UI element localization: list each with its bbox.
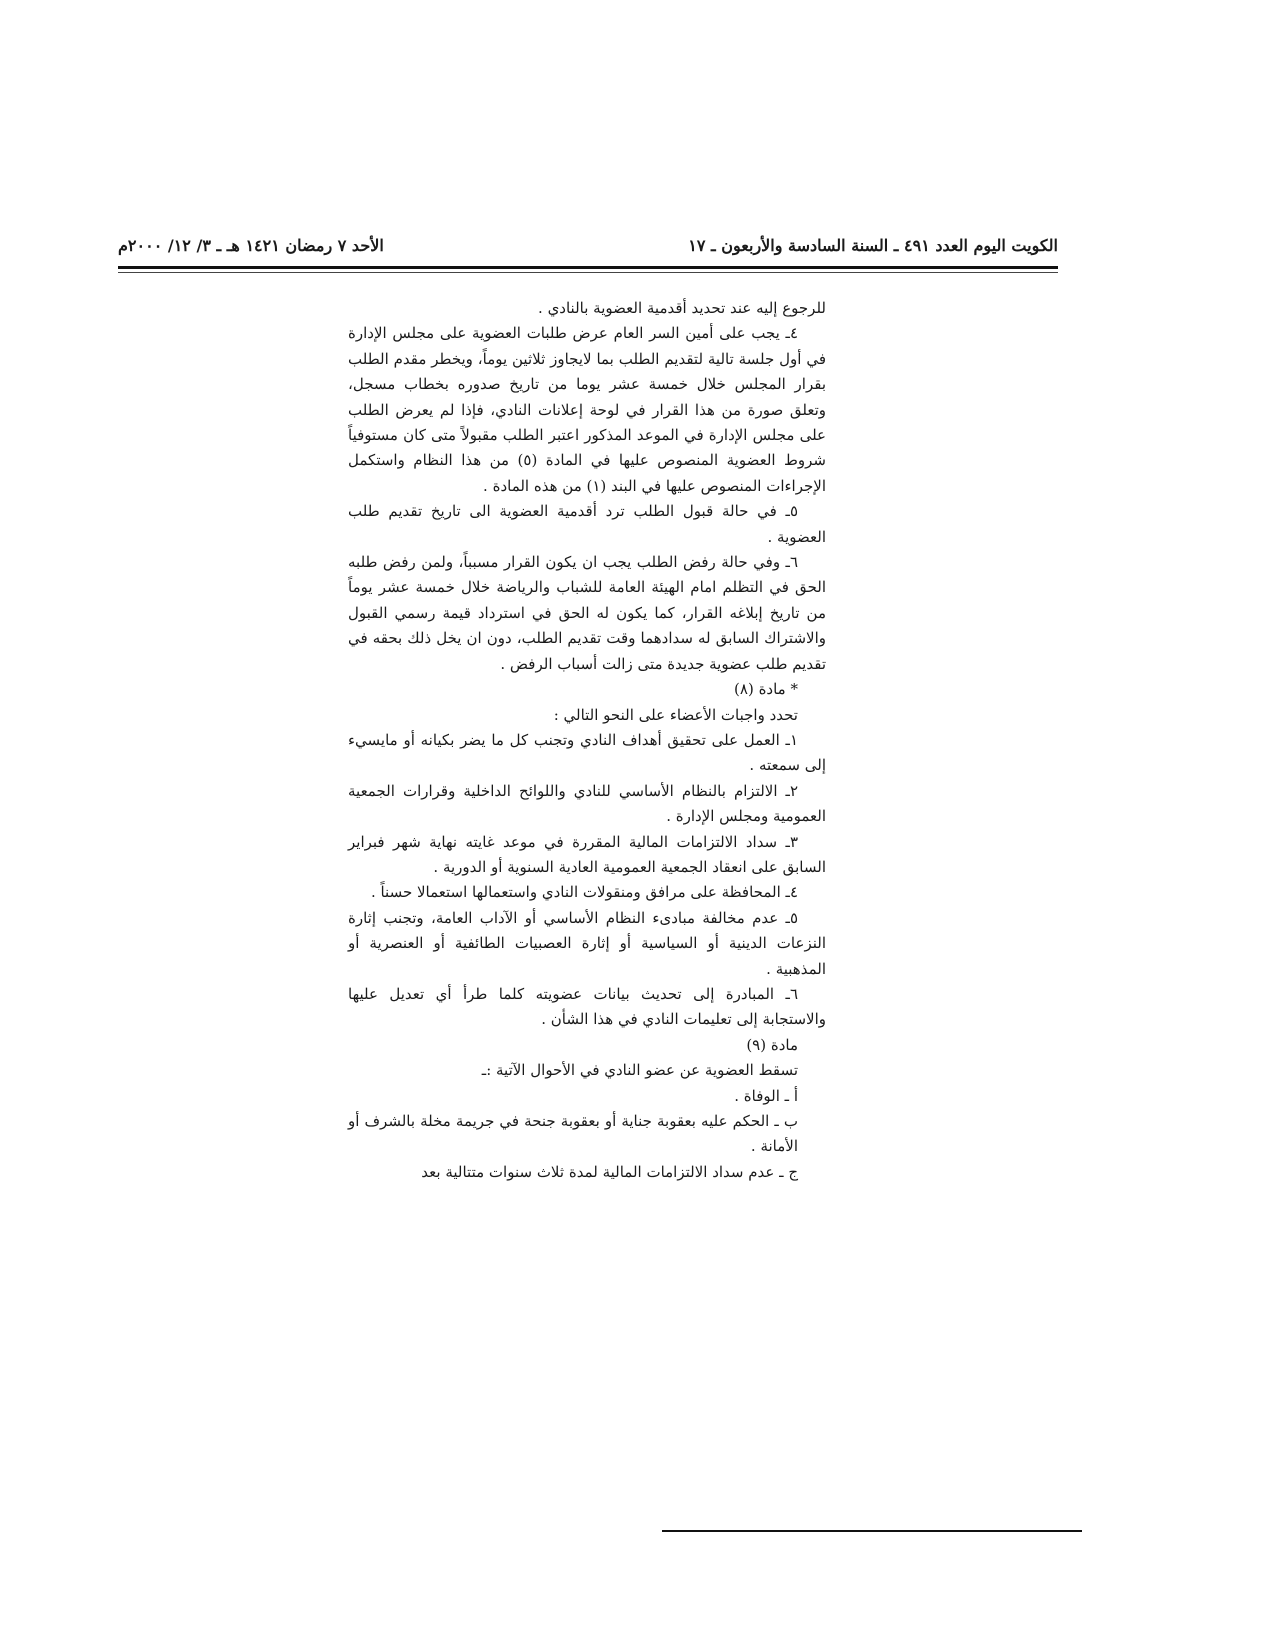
document-body — [348, 296, 826, 1185]
duty-4: ٤ـ المحافظة على مرافق ومنقولات النادي واستعمالها استعمالا حسناً . — [370, 883, 798, 902]
duty-2: ٢ـ الالتزام بالنظام الأساسي للنادي واللوائح الداخلية وقرارات الجمعية العمومية ومجلس الإدارة . — [348, 781, 826, 826]
duty-5: ٥ـ عدم مخالفة مبادىء النظام الأساسي أو الآداب العامة، وتجنب إثارة النزعات الدينية أو السياسية أو إثارة العصبيات الطائفية أو العنصرية أو المذهبية . — [348, 908, 826, 978]
clause-5: ٥ـ في حالة قبول الطلب ترد أقدمية العضوية الى تاريخ تقديم طلب العضوية . — [348, 502, 826, 546]
clause-4: ٤ـ يجب على أمين السر العام عرض طلبات العضوية على مجلس الإدارة في أول جلسة تالية لتقديم الطلب بما لايجاوز ثلاثين يوماً، ويخطر مقدم الطلب بقرار المجلس خلال خمسة عشر يوما من تاريخ صدوره بخطاب مسجل، وتعلق صورة من هذا القرار في لوحة إعلانات النادي، فإذا لم يعرض الطلب على مجلس الإدارة في الموعد المذكور اعتبر الطلب مقبولاً متى كان مستوفياً شروط العضوية المنصوص عليها في المادة (٥) من هذا النظام واستكمل الإجراءات المنصوص عليها في البند (١) من هذه المادة . — [348, 324, 826, 495]
case-c: ج ـ عدم سداد الالتزامات المالية لمدة ثلاث سنوات متتالية بعد — [421, 1162, 798, 1181]
page-header — [118, 236, 1058, 266]
article-9-intro: تسقط العضوية عن عضو النادي في الأحوال الآتية :ـ — [481, 1061, 798, 1080]
header-publication-info: الكويت اليوم العدد ٤٩١ ـ السنة السادسة والأربعون ـ ١٧ — [688, 236, 1058, 255]
header-date: الأحد ٧ رمضان ١٤٢١ هـ ـ ٣/ ١٢/ ٢٠٠٠م — [118, 236, 384, 255]
paragraph: للرجوع إليه عند تحديد أقدمية العضوية بالنادي . — [538, 299, 826, 317]
header-rule-thin — [118, 272, 1058, 273]
duty-3: ٣ـ سداد الالتزامات المالية المقررة في موعد غايته نهاية شهر فبراير السابق على انعقاد الجمعية العمومية العادية السنوية أو الدورية . — [348, 832, 826, 876]
clause-6: ٦ـ وفي حالة رفض الطلب يجب ان يكون القرار مسبباً، ولمن رفض طلبه الحق في التظلم امام الهيئة العامة للشباب والرياضة خلال خمسة عشر يوماً من تاريخ إبلاغه القرار، كما يكون له الحق في استرداد قيمة رسمي القبول والاشتراك السابق له سدادهما وقت تقديم الطلب، دون ان يخل ذلك بحقه في تقديم طلب عضوية جديدة متى زالت أسباب الرفض . — [348, 553, 826, 673]
header-rule — [118, 266, 1058, 269]
case-b: ب ـ الحكم عليه بعقوبة جناية أو بعقوبة جنحة في جريمة مخلة بالشرف أو الأمانة . — [348, 1112, 798, 1156]
article-8-title: * مادة (٨) — [734, 680, 798, 699]
article-9-title: مادة (٩) — [746, 1035, 798, 1054]
duty-1: ١ـ العمل على تحقيق أهداف النادي وتجنب كل ما يضر بكيانه أو مايسيء إلى سمعته . — [348, 730, 826, 775]
duty-6: ٦ـ المبادرة إلى تحديث بيانات عضويته كلما طرأ أي تعديل عليها والاستجابة إلى تعليمات النادي في هذا الشأن . — [348, 984, 826, 1029]
case-a: أ ـ الوفاة . — [734, 1086, 798, 1105]
footer-rule — [662, 1530, 1082, 1532]
article-8-intro: تحدد واجبات الأعضاء على النحو التالي : — [553, 705, 798, 724]
